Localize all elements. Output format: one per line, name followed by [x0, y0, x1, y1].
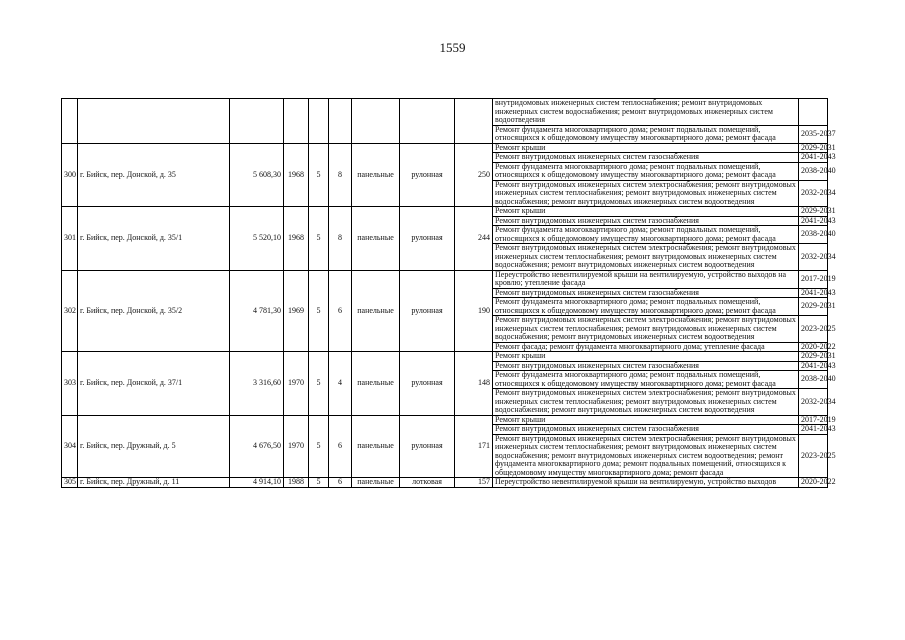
work-cell: Ремонт крыши	[493, 207, 799, 217]
area-cell: 3 316,60	[230, 352, 284, 416]
year-cell: 1969	[284, 270, 309, 352]
page-number: 1559	[439, 40, 466, 55]
period-cell: 2038-2040	[799, 162, 828, 180]
address-cell: г. Бийск, пер. Донской, д. 35	[78, 143, 230, 207]
period-cell: 2029-2031	[799, 143, 828, 153]
residents-cell: 148	[455, 352, 493, 416]
empty-cell	[352, 99, 400, 144]
period-cell: 2029-2031	[799, 207, 828, 217]
period-cell: 2041-2043	[799, 288, 828, 298]
row-number: 305	[62, 478, 78, 488]
work-cell: Ремонт фундамента многоквартирного дома; ремонт подвальных помещений, относящихся к общедомовому имуществу многоквартирного дома; ремонт фасада	[493, 125, 799, 143]
period-cell: 2041-2043	[799, 153, 828, 163]
year-cell: 1970	[284, 415, 309, 478]
year-cell: 1968	[284, 207, 309, 271]
roof-cell: рулонная	[400, 270, 455, 352]
floors-cell: 5	[309, 352, 329, 416]
walls-cell: панельные	[352, 143, 400, 207]
work-cell: Ремонт фундамента многоквартирного дома; ремонт подвальных помещений, относящихся к общедомовому имуществу многоквартирного дома; ремонт фасада	[493, 298, 799, 316]
work-cell: Ремонт внутридомовых инженерных систем электроснабжения; ремонт внутридомовых инженерных систем теплоснабжения; ремонт внутридомовых инженерных систем водоснабжения; ремонт внутридомовых инженерных систем водоотведения; ремонт фундамента многоквартирного дома; ремонт подвальных помещений, относящихся к общедомовому имуществу многоквартирного дома; ремонт фасада	[493, 434, 799, 478]
walls-cell: панельные	[352, 478, 400, 488]
address-cell: г. Бийск, пер. Дружный, д. 5	[78, 415, 230, 478]
floors-cell: 5	[309, 415, 329, 478]
year-cell: 1970	[284, 352, 309, 416]
work-cell: внутридомовых инженерных систем теплоснабжения; ремонт внутридомовых инженерных систем водоснабжения; ремонт внутридомовых инженерных систем водоотведения	[493, 99, 799, 126]
floors-cell: 5	[309, 478, 329, 488]
period-cell: 2020-2022	[799, 478, 828, 488]
repair-schedule-table	[61, 98, 836, 488]
period-cell: 2023-2025	[799, 434, 828, 478]
table-row	[62, 478, 828, 488]
area-cell: 4 676,50	[230, 415, 284, 478]
work-cell: Ремонт фундамента многоквартирного дома; ремонт подвальных помещений, относящихся к общедомовому имуществу многоквартирного дома; ремонт фасада	[493, 371, 799, 389]
period-cell: 2035-2037	[799, 125, 828, 143]
period-cell: 2029-2031	[799, 352, 828, 362]
roof-cell: лотковая	[400, 478, 455, 488]
address-cell: г. Бийск, пер. Дружный, д. 11	[78, 478, 230, 488]
table-body	[62, 98, 836, 488]
address-cell: г. Бийск, пер. Донской, д. 35/2	[78, 270, 230, 352]
entrances-cell: 6	[329, 270, 352, 352]
work-cell: Ремонт внутридомовых инженерных систем электроснабжения; ремонт внутридомовых инженерных систем теплоснабжения; ремонт внутридомовых инженерных систем водоснабжения; ремонт внутридомовых инженерных систем водоотведения	[493, 244, 799, 271]
work-cell: Ремонт фундамента многоквартирного дома; ремонт подвальных помещений, относящихся к общедомовому имуществу многоквартирного дома; ремонт фасада	[493, 162, 799, 180]
work-cell: Ремонт внутридомовых инженерных систем газоснабжения	[493, 425, 799, 435]
period-cell: 2017-2019	[799, 270, 828, 288]
period-cell: 2041-2043	[799, 425, 828, 435]
work-cell: Ремонт крыши	[493, 352, 799, 362]
entrances-cell: 8	[329, 143, 352, 207]
work-cell: Ремонт внутридомовых инженерных систем газоснабжения	[493, 361, 799, 371]
floors-cell: 5	[309, 207, 329, 271]
row-number: 304	[62, 415, 78, 478]
table-row	[62, 99, 828, 126]
roof-cell: рулонная	[400, 352, 455, 416]
floors-cell: 5	[309, 270, 329, 352]
table-row	[62, 352, 828, 362]
work-cell: Ремонт фасада; ремонт фундамента многоквартирного дома; утепление фасада	[493, 342, 799, 352]
period-cell: 2041-2043	[799, 216, 828, 226]
work-cell: Переустройство невентилируемой крыши на вентилируемую, устройство выходов	[493, 478, 799, 488]
table-row	[62, 143, 828, 153]
floors-cell: 5	[309, 143, 329, 207]
empty-cell	[400, 99, 455, 144]
period-cell: 2032-2034	[799, 389, 828, 416]
area-cell: 4 914,10	[230, 478, 284, 488]
period-cell: 2020-2022	[799, 342, 828, 352]
address-cell: г. Бийск, пер. Донской, д. 35/1	[78, 207, 230, 271]
roof-cell: рулонная	[400, 143, 455, 207]
period-cell	[799, 99, 828, 126]
period-cell: 2029-2031	[799, 298, 828, 316]
row-number: 303	[62, 352, 78, 416]
period-cell: 2032-2034	[799, 244, 828, 271]
residents-cell: 190	[455, 270, 493, 352]
walls-cell: панельные	[352, 270, 400, 352]
address-cell: г. Бийск, пер. Донской, д. 37/1	[78, 352, 230, 416]
residents-cell: 171	[455, 415, 493, 478]
area-cell: 4 781,30	[230, 270, 284, 352]
residents-cell: 244	[455, 207, 493, 271]
work-cell: Ремонт фундамента многоквартирного дома; ремонт подвальных помещений, относящихся к общедомовому имуществу многоквартирного дома; ремонт фасада	[493, 226, 799, 244]
walls-cell: панельные	[352, 207, 400, 271]
row-number: 301	[62, 207, 78, 271]
entrances-cell: 6	[329, 415, 352, 478]
period-cell: 2038-2040	[799, 226, 828, 244]
period-cell: 2017-2019	[799, 415, 828, 425]
work-cell: Ремонт крыши	[493, 143, 799, 153]
table-row	[62, 415, 828, 425]
residents-cell: 157	[455, 478, 493, 488]
work-cell: Переустройство невентилируемой крыши на вентилируемую, устройство выходов на кровлю; утепление фасада	[493, 270, 799, 288]
work-cell: Ремонт внутридомовых инженерных систем электроснабжения; ремонт внутридомовых инженерных систем теплоснабжения; ремонт внутридомовых инженерных систем водоснабжения; ремонт внутридомовых инженерных систем водоотведения	[493, 389, 799, 416]
period-cell: 2032-2034	[799, 180, 828, 207]
work-cell: Ремонт внутридомовых инженерных систем газоснабжения	[493, 216, 799, 226]
roof-cell: рулонная	[400, 415, 455, 478]
empty-cell	[455, 99, 493, 144]
area-cell: 5 520,10	[230, 207, 284, 271]
empty-cell	[230, 99, 284, 144]
empty-cell	[284, 99, 309, 144]
roof-cell: рулонная	[400, 207, 455, 271]
empty-cell	[329, 99, 352, 144]
work-cell: Ремонт внутридомовых инженерных систем газоснабжения	[493, 288, 799, 298]
area-cell: 5 608,30	[230, 143, 284, 207]
period-cell: 2038-2040	[799, 371, 828, 389]
row-number: 302	[62, 270, 78, 352]
residents-cell: 250	[455, 143, 493, 207]
work-cell: Ремонт крыши	[493, 415, 799, 425]
year-cell: 1968	[284, 143, 309, 207]
work-cell: Ремонт внутридомовых инженерных систем электроснабжения; ремонт внутридомовых инженерных систем теплоснабжения; ремонт внутридомовых инженерных систем водоснабжения; ремонт внутридомовых инженерных систем водоотведения	[493, 316, 799, 343]
work-cell: Ремонт внутридомовых инженерных систем газоснабжения	[493, 153, 799, 163]
entrances-cell: 4	[329, 352, 352, 416]
year-cell: 1988	[284, 478, 309, 488]
entrances-cell: 8	[329, 207, 352, 271]
walls-cell: панельные	[352, 415, 400, 478]
row-number: 300	[62, 143, 78, 207]
empty-cell	[78, 99, 230, 144]
table-row	[62, 270, 828, 288]
period-cell: 2023-2025	[799, 316, 828, 343]
empty-cell	[62, 99, 78, 144]
period-cell: 2041-2043	[799, 361, 828, 371]
entrances-cell: 6	[329, 478, 352, 488]
table-row	[62, 207, 828, 217]
empty-cell	[309, 99, 329, 144]
walls-cell: панельные	[352, 352, 400, 416]
work-cell: Ремонт внутридомовых инженерных систем электроснабжения; ремонт внутридомовых инженерных систем теплоснабжения; ремонт внутридомовых инженерных систем водоснабжения; ремонт внутридомовых инженерных систем водоотведения	[493, 180, 799, 207]
